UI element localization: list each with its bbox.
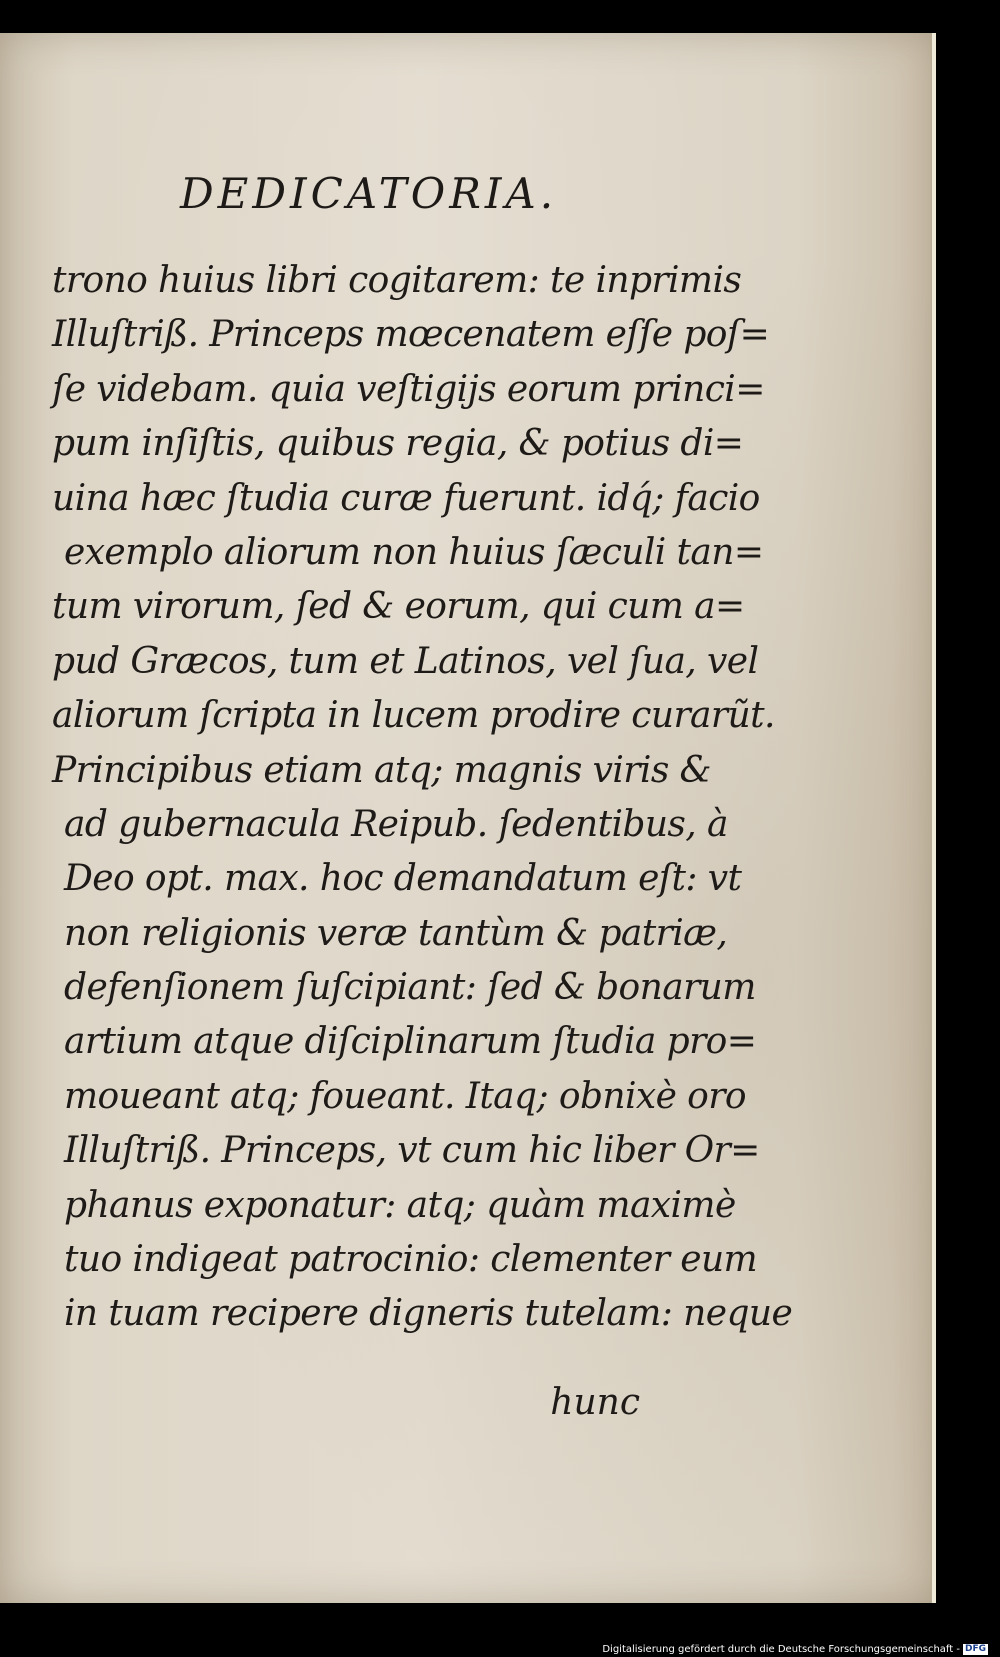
dfg-logo: DFG — [964, 1644, 986, 1654]
text-line: phanus exponatur: atq; quàm maximè — [64, 1184, 736, 1226]
text-line: non religionis veræ tantùm & patriæ, — [64, 912, 728, 954]
text-line: artium atque diſciplinarum ſtudia pro= — [64, 1021, 757, 1063]
text-line: pum inſiſtis, quibus regia, & potius di= — [52, 423, 744, 465]
text-line: defenſionem ſuſcipiant: ſed & bonarum — [64, 967, 756, 1009]
text-line: tum virorum, ſed & eorum, qui cum a= — [52, 586, 745, 628]
page-text — [52, 254, 793, 1342]
text-line: ad gubernacula Reipub. ſedentibus, à — [64, 803, 728, 845]
catchword: hunc — [550, 1382, 640, 1423]
text-line: trono huius libri cogitarem: te inprimis — [52, 260, 742, 301]
text-line: moueant atq; foueant. Itaq; obnixè oro — [64, 1075, 746, 1117]
text-line: Principibus etiam atq; magnis viris & — [52, 749, 711, 791]
text-line: ſe videbam. quia veſtigijs eorum princi= — [52, 368, 765, 410]
text-line: pud Græcos, tum et Latinos, vel ſua, vel — [52, 640, 759, 682]
credit-text: Digitalisierung gefördert durch die Deutsche Forschungsgemeinschaft - — [602, 1644, 960, 1655]
text-line: Illuſtriß. Princeps mœcenatem eſſe poſ= — [52, 314, 770, 356]
running-header: DEDICATORIA. — [180, 169, 558, 218]
text-line: Illuſtriß. Princeps, vt cum hic liber Or= — [64, 1130, 760, 1172]
text-line: in tuam recipere digneris tutelam: neque — [64, 1293, 793, 1335]
text-line: uina hæc ſtudia curæ fuerunt. idq́; facio — [52, 477, 760, 519]
book-page — [0, 33, 936, 1603]
text-line: exemplo aliorum non huius ſæculi tan= — [64, 531, 764, 573]
funding-credit — [602, 1644, 988, 1655]
text-line: tuo indigeat patrocinio: clementer eum — [64, 1239, 758, 1281]
text-line: Deo opt. max. hoc demandatum eſt: vt — [64, 858, 742, 900]
text-line: aliorum ſcripta in lucem prodire curarũt. — [52, 695, 775, 737]
